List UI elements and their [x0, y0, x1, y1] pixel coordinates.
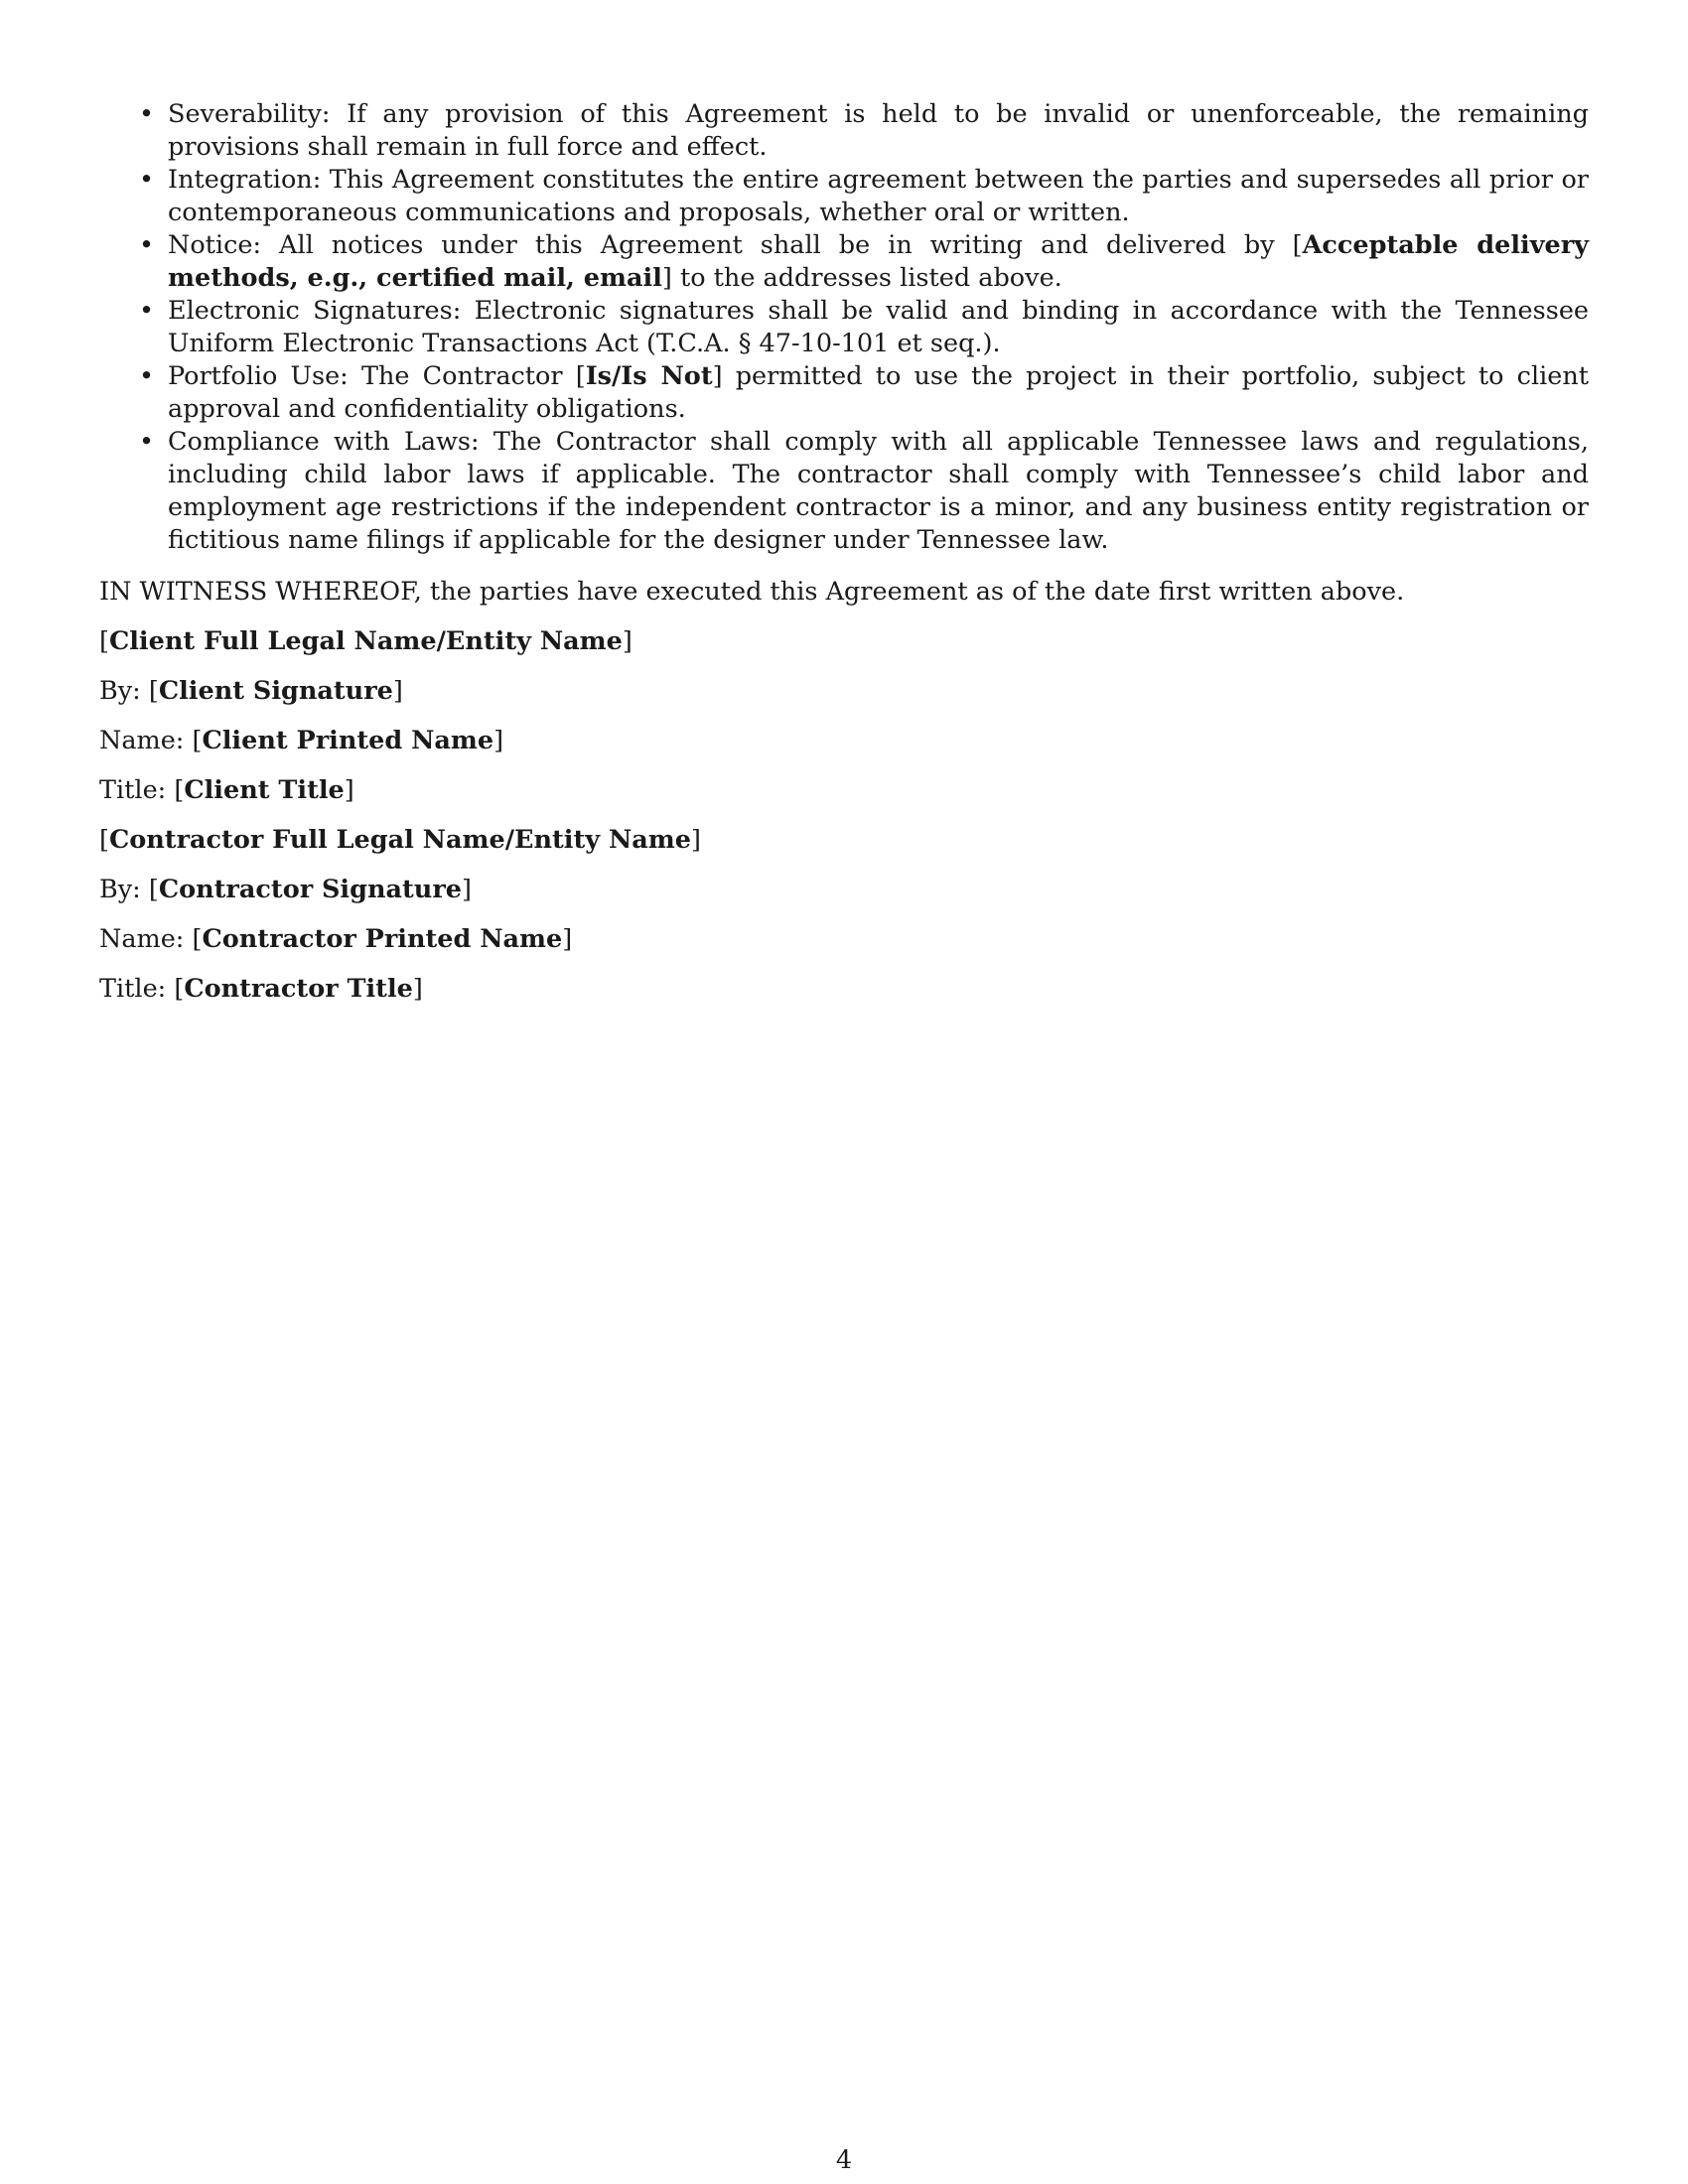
clause-label: Electronic Signatures: — [168, 296, 462, 326]
client-entity-line: [Client Full Legal Name/Entity Name] — [99, 626, 633, 656]
placeholder-field: Client Title — [184, 775, 345, 805]
contractor-entity-line: [Contractor Full Legal Name/Entity Name] — [99, 825, 701, 855]
field-label: By: — [99, 676, 141, 706]
clause-label: Compliance with Laws: — [168, 427, 480, 457]
clause-label: Severability: — [168, 99, 331, 129]
placeholder-field: Is/Is Not — [585, 361, 713, 391]
list-item — [99, 426, 1589, 557]
clause-text: This Agreement constitutes the entire agreement between the parties and supersedes all prior or contemporaneous communications and proposals, whether oral or written. — [168, 165, 1589, 227]
bullet: • — [139, 99, 155, 129]
placeholder-field: Contractor Full Legal Name/Entity Name — [108, 825, 691, 855]
client-by-line: By: [Client Signature] — [99, 676, 403, 706]
list-item — [99, 229, 1589, 295]
clause-text: If any provision of this Agreement is held to be invalid or unenforceable, the remaining provisions shall remain in full force and effect. — [168, 99, 1589, 162]
clause-text: Electronic signatures shall be valid and binding in accordance with the Tennessee Uniform Electronic Transactions Act (T.C.A. § 47-10-101 et seq.). — [168, 296, 1589, 358]
witness-statement: IN WITNESS WHEREOF, the parties have executed this Agreement as of the date first written above. — [99, 577, 1405, 607]
list-item — [99, 295, 1589, 360]
client-name-line: Name: [Client Printed Name] — [99, 726, 504, 755]
placeholder-field: Acceptable delivery methods, e.g., certified mail, email — [168, 230, 1589, 293]
clause-label: Integration: — [168, 165, 322, 195]
bullet: • — [139, 296, 155, 326]
clause-text: The Contractor shall comply with all applicable Tennessee laws and regulations, including child labor laws if applicable. The contractor shall comply with Tennessee’s child labor and employment age restrictions if the independent contractor is a minor, and any business entity registration or fictitious name filings if applicable for the designer under Tennessee law. — [168, 427, 1589, 555]
bullet: • — [139, 230, 155, 260]
placeholder-field: Contractor Signature — [158, 875, 462, 904]
placeholder-field: Contractor Printed Name — [202, 924, 563, 954]
clause-label: Portfolio Use: — [168, 361, 349, 391]
client-title-line: Title: [Client Title] — [99, 775, 354, 805]
contractor-by-line: By: [Contractor Signature] — [99, 875, 472, 904]
clause-text: The Contractor [ — [360, 361, 586, 391]
placeholder-field: Client Full Legal Name/Entity Name — [108, 626, 623, 656]
field-label: Title: — [99, 775, 167, 805]
field-label: By: — [99, 875, 141, 904]
clause-text: ] permitted to use the project in their portfolio, subject to client approval and confidentiality obligations. — [168, 361, 1590, 424]
bullet: • — [139, 165, 155, 195]
placeholder-field: Client Signature — [158, 676, 393, 706]
bullet: • — [139, 427, 155, 457]
field-label: Name: — [99, 924, 185, 954]
contractor-name-line: Name: [Contractor Printed Name] — [99, 924, 573, 954]
field-label: Title: — [99, 974, 167, 1004]
list-item — [99, 98, 1589, 164]
page-number: 4 — [835, 2145, 853, 2175]
clause-label: Notice: — [168, 230, 262, 260]
clause-text: ] to the addresses listed above. — [661, 263, 1062, 293]
field-label: Name: — [99, 726, 185, 755]
clause-text: All notices under this Agreement shall be in writing and delivered by [ — [279, 230, 1303, 260]
page-content — [99, 98, 1589, 1006]
bullet: • — [139, 361, 155, 391]
placeholder-field: Client Printed Name — [202, 726, 494, 755]
list-item — [99, 360, 1589, 426]
list-item — [99, 164, 1589, 229]
clause-list — [99, 98, 1589, 557]
placeholder-field: Contractor Title — [184, 974, 413, 1004]
contractor-title-line: Title: [Contractor Title] — [99, 974, 423, 1004]
